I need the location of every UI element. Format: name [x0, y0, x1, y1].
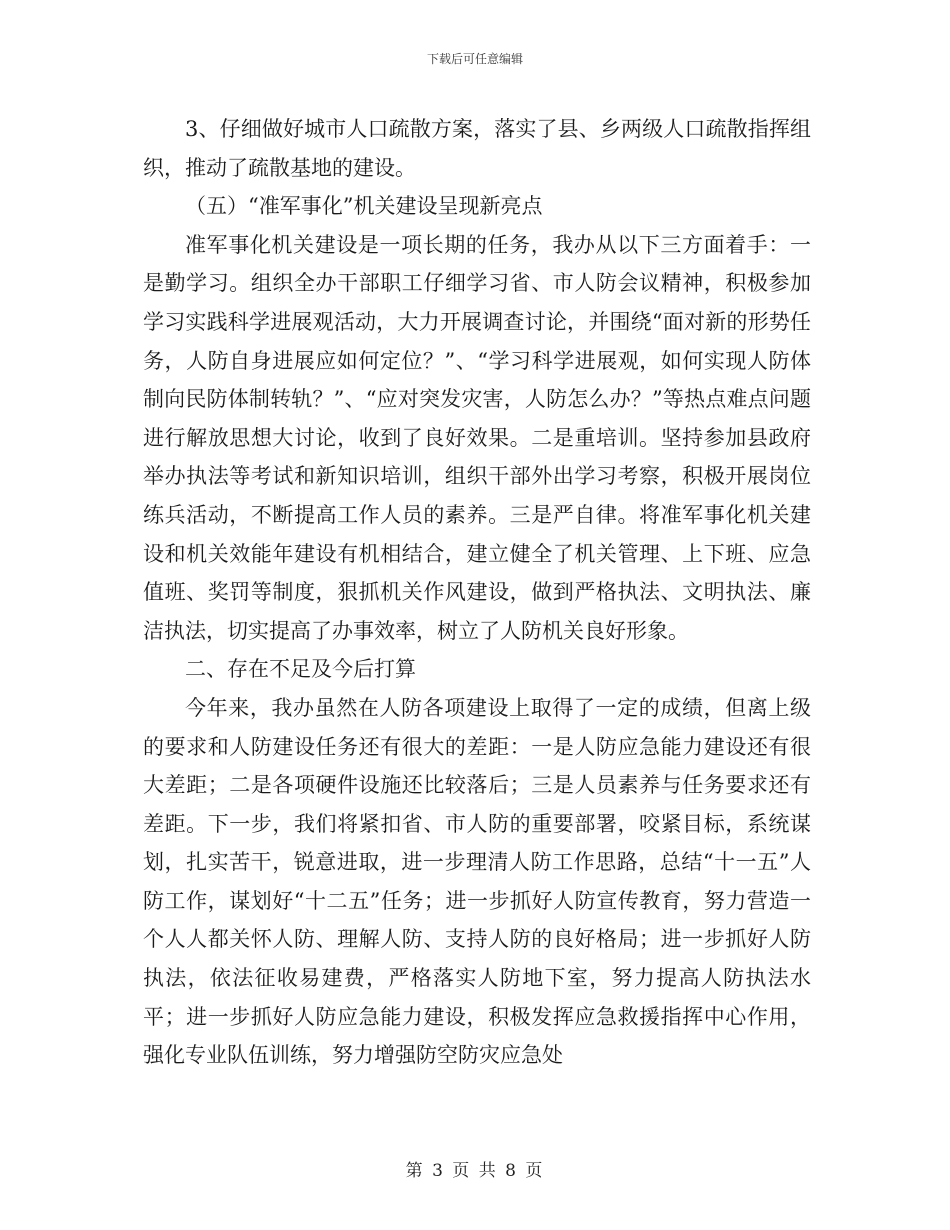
paragraph-evacuation-plan: 3、仔细做好城市人口疏散方案，落实了县、乡两级人口疏散指挥组织，推动了疏散基地的建设。: [143, 117, 811, 180]
section-heading-shortcomings: 二、存在不足及今后打算: [185, 657, 416, 682]
document-body: [143, 110, 811, 1075]
page-number-footer: 第 3 页 共 8 页: [405, 1161, 545, 1181]
paragraph-future-plans: 今年来，我办虽然在人防各项建设上取得了一定的成绩，但离上级的要求和人防建设任务还有很大的差距：一是人防应急能力建设还有很大差距；二是各项硬件设施还比较落后；三是人员素养与任务要求还有差距。下一步，我们将紧扣省、市人防的重要部署，咬紧目标，系统谋划，扎实苦干，锐意进取，进一步理清人防工作思路，总结“十一五”人防工作，谋划好“十二五”任务；进一步抓好人防宣传教育，努力营造一个人人都关怀人防、理解人防、支持人防的良好格局；进一步抓好人防执法，依法征收易建费，严格落实人防地下室，努力提高人防执法水平；进一步抓好人防应急能力建设，积极发挥应急救援指挥中心作用，强化专业队伍训练，努力增强防空防灾应急处: [143, 695, 811, 1068]
page-header: 下载后可任意编辑: [426, 52, 523, 66]
paragraph-quasi-military-building: 准军事化机关建设是一项长期的任务，我办从以下三方面着手：一是勤学习。组织全办干部职工仔细学习省、市人防会议精神，积极参加学习实践科学进展观活动，大力开展调查讨论，并围绕“面对新的形势任务，人防自身进展应如何定位？”、“学习科学进展观，如何实现人防体制向民防体制转轨？”、“应对突发灾害，人防怎么办？”等热点难点问题进行解放思想大讨论，收到了良好效果。二是重培训。坚持参加县政府举办执法等考试和新知识培训，组织干部外出学习考察，积极开展岗位练兵活动，不断提高工作人员的素养。三是严自律。将准军事化机关建设和机关效能年建设有机相结合，建立健全了机关管理、上下班、应急值班、奖罚等制度，狠抓机关作风建设，做到严格执法、文明执法、廉洁执法，切实提高了办事效率，树立了人防机关良好形象。: [143, 232, 811, 643]
section-heading-quasi-military: （五）“准军事化”机关建设呈现新亮点: [185, 194, 543, 219]
